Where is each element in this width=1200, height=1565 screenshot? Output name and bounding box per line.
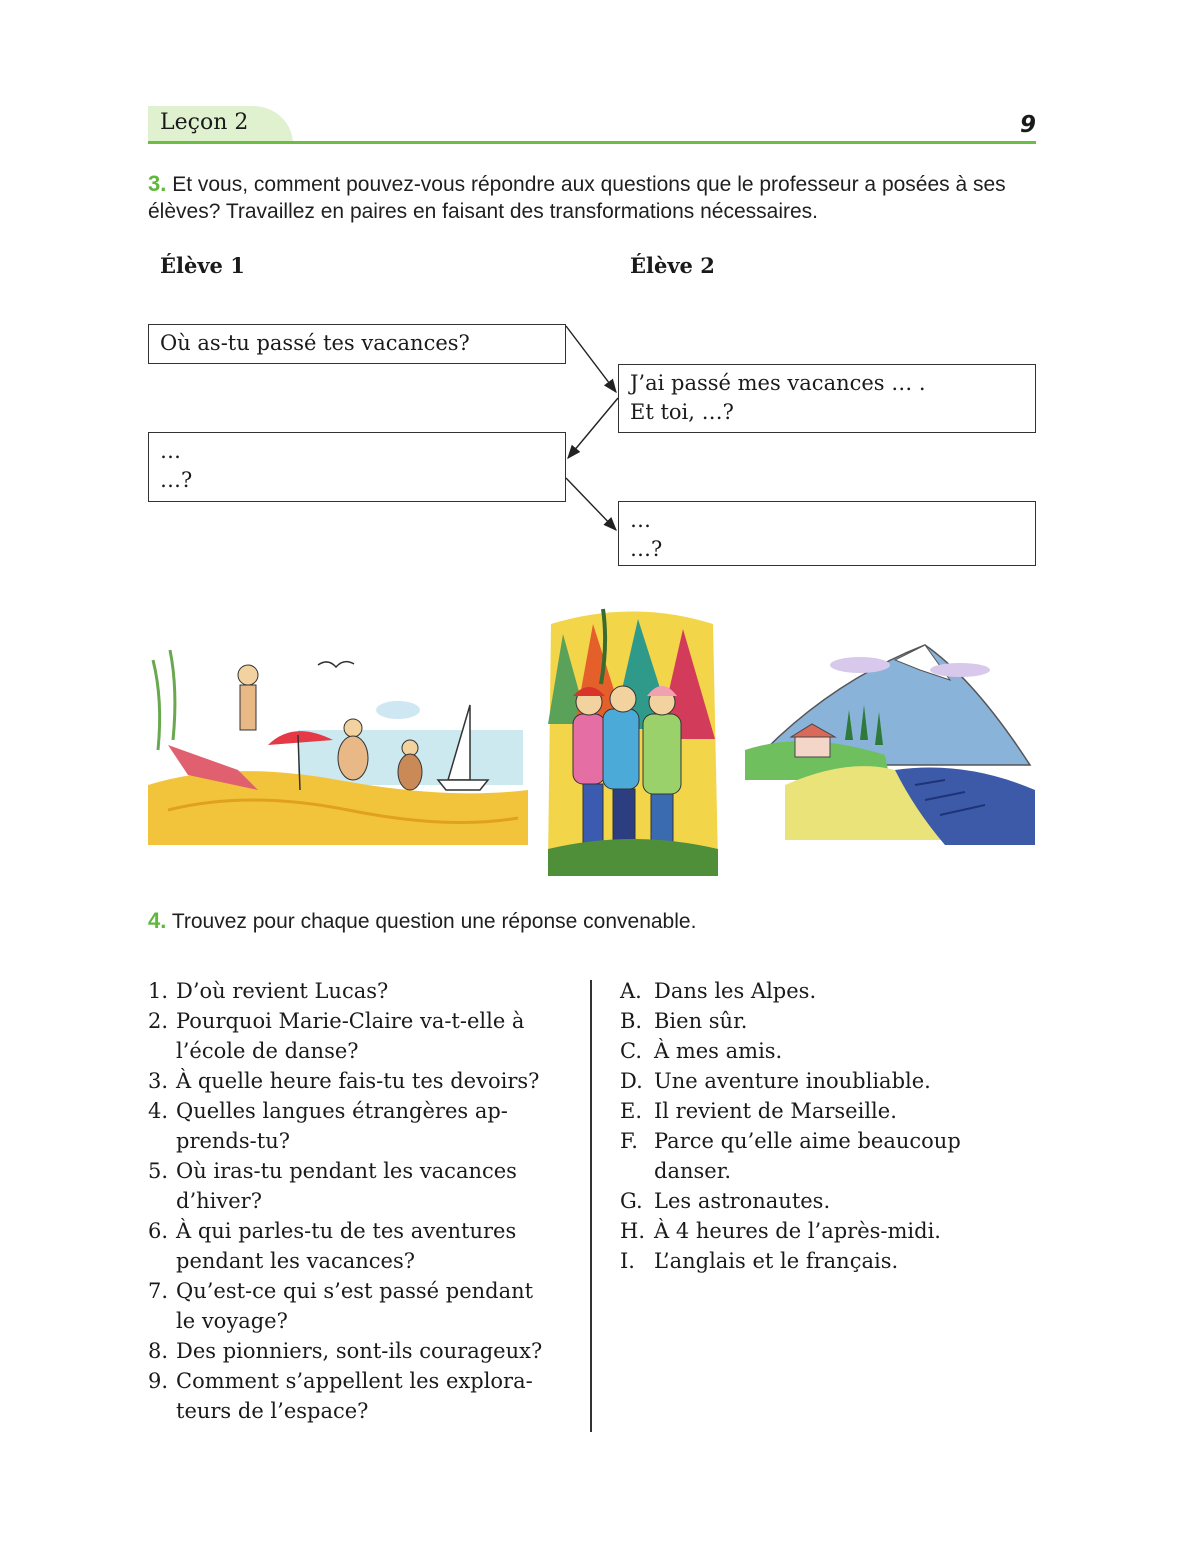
arrow-1 — [566, 326, 616, 392]
arrow-3 — [566, 478, 616, 530]
answer-text — [654, 1066, 1040, 1096]
answer-text — [654, 1036, 1040, 1066]
answer-item — [620, 1096, 1040, 1126]
answer-text — [654, 1216, 1040, 1246]
answer-item — [620, 1066, 1040, 1096]
question-text — [176, 1006, 578, 1066]
question-number: 5. — [148, 1159, 169, 1183]
page-number: 9 — [1019, 112, 1036, 138]
box-2-line-2: Et toi, …? — [630, 400, 734, 424]
dialogue-arrows — [0, 0, 1200, 600]
answer-letter: E. — [620, 1099, 643, 1123]
answer-text — [654, 1186, 1040, 1216]
answer-item — [620, 1126, 1040, 1186]
question-line: l’école de danse? — [176, 1039, 359, 1063]
answer-item — [620, 1216, 1040, 1246]
question-text — [176, 1096, 578, 1156]
question-item — [148, 1276, 578, 1336]
student-2-label: Élève 2 — [630, 253, 715, 278]
question-item — [148, 976, 578, 1006]
lesson-title: Leçon 2 — [160, 110, 249, 135]
question-number: 7. — [148, 1279, 169, 1303]
answer-text — [654, 1006, 1040, 1036]
box-4-line-1: … — [630, 508, 651, 532]
beach-illustration — [148, 640, 528, 845]
question-line: teurs de l’espace? — [176, 1399, 369, 1423]
exercise-4-number: 4. — [148, 908, 167, 933]
answer-line: Bien sûr. — [654, 1009, 748, 1033]
box-3-line-2: …? — [160, 468, 193, 492]
arrow-2 — [568, 398, 618, 458]
questions-list — [148, 976, 578, 1426]
answer-text — [654, 1126, 1040, 1186]
question-line: À qui parles-tu de tes aventures — [176, 1219, 517, 1243]
question-text — [176, 1066, 578, 1096]
answer-letter: I. — [620, 1249, 635, 1273]
question-line: À quelle heure fais-tu tes devoirs? — [176, 1069, 540, 1093]
answer-letter: G. — [620, 1189, 643, 1213]
question-line: Où iras-tu pendant les vacances — [176, 1159, 517, 1183]
answer-line: danser. — [654, 1159, 732, 1183]
question-item — [148, 1066, 578, 1096]
exercise-4-instruction — [148, 907, 1028, 935]
question-line: Comment s’appellent les explora- — [176, 1369, 533, 1393]
answer-letter: B. — [620, 1009, 643, 1033]
answer-text — [654, 1096, 1040, 1126]
exercise-3-text: Et vous, comment pouvez-vous répondre aux questions que le professeur a posées à ses élèves? Travaillez en paires en faisant des transformations nécessaires. — [148, 173, 1006, 223]
answer-item — [620, 1036, 1040, 1066]
question-item — [148, 1216, 578, 1276]
question-text — [176, 1366, 578, 1426]
mountain-illustration — [745, 640, 1035, 845]
answer-line: Dans les Alpes. — [654, 979, 817, 1003]
answer-line: À 4 heures de l’après-midi. — [654, 1219, 941, 1243]
answer-item — [620, 1186, 1040, 1216]
answer-line: Parce qu’elle aime beaucoup — [654, 1129, 961, 1153]
question-number: 1. — [148, 979, 169, 1003]
student-1-label: Élève 1 — [160, 253, 245, 278]
answer-line: L’anglais et le français. — [654, 1249, 899, 1273]
box-2-line-1: J’ai passé mes vacances … . — [630, 371, 926, 395]
question-text — [176, 1216, 578, 1276]
question-text — [176, 1276, 578, 1336]
question-line: prends-tu? — [176, 1129, 290, 1153]
answers-list — [620, 976, 1040, 1276]
answer-line: Une aventure inoubliable. — [654, 1069, 931, 1093]
question-text — [176, 976, 578, 1006]
question-number: 8. — [148, 1339, 169, 1363]
box-3-line-1: … — [160, 439, 181, 463]
answer-text — [654, 976, 1040, 1006]
question-line: D’où revient Lucas? — [176, 979, 389, 1003]
question-item — [148, 1366, 578, 1426]
question-line: Pourquoi Marie-Claire va-t-elle à — [176, 1009, 525, 1033]
question-number: 3. — [148, 1069, 169, 1093]
question-line: Des pionniers, sont-ils courageux? — [176, 1339, 543, 1363]
answer-letter: C. — [620, 1039, 642, 1063]
forest-hikers-illustration — [543, 604, 721, 876]
column-divider — [590, 980, 592, 1432]
question-line: pendant les vacances? — [176, 1249, 416, 1273]
answer-item — [620, 976, 1040, 1006]
question-number: 9. — [148, 1369, 169, 1393]
question-number: 6. — [148, 1219, 169, 1243]
box-4-line-2: …? — [630, 537, 663, 561]
answer-letter: A. — [620, 979, 642, 1003]
answer-letter: F. — [620, 1129, 638, 1153]
question-text — [176, 1336, 578, 1366]
question-text — [176, 1156, 578, 1216]
answer-text — [654, 1246, 1040, 1276]
question-line: le voyage? — [176, 1309, 288, 1333]
box-1-line: Où as-tu passé tes vacances? — [160, 331, 470, 355]
question-line: d’hiver? — [176, 1189, 262, 1213]
question-line: Qu’est-ce qui s’est passé pendant — [176, 1279, 534, 1303]
answer-item — [620, 1246, 1040, 1276]
answer-line: À mes amis. — [654, 1039, 783, 1063]
question-item — [148, 1096, 578, 1156]
exercise-4-text: Trouvez pour chaque question une réponse convenable. — [171, 910, 697, 933]
question-number: 4. — [148, 1099, 169, 1123]
question-line: Quelles langues étrangères ap- — [176, 1099, 508, 1123]
question-item — [148, 1336, 578, 1366]
answer-item — [620, 1006, 1040, 1036]
answer-letter: H. — [620, 1219, 645, 1243]
answer-letter: D. — [620, 1069, 643, 1093]
answer-line: Il revient de Marseille. — [654, 1099, 897, 1123]
question-item — [148, 1006, 578, 1066]
question-number: 2. — [148, 1009, 169, 1033]
exercise-3-number: 3. — [148, 171, 167, 196]
question-item — [148, 1156, 578, 1216]
answer-line: Les astronautes. — [654, 1189, 831, 1213]
